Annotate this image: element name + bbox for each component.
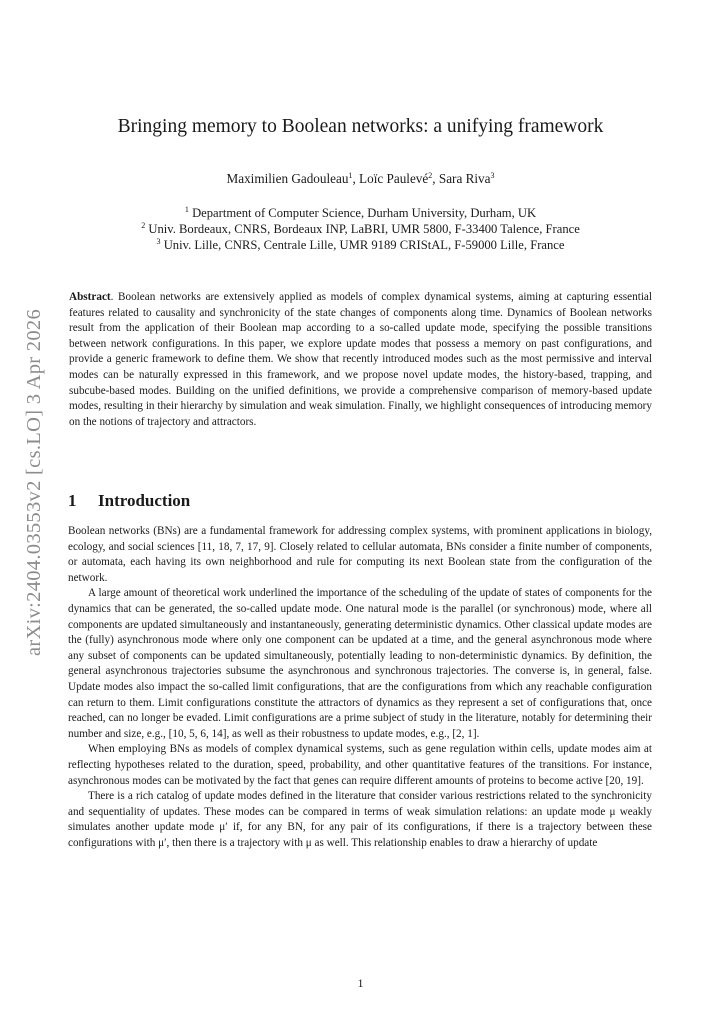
page-number: 1 (357, 976, 364, 990)
affiliation-mark: 2 (141, 221, 146, 231)
affiliation (0, 221, 721, 237)
section-heading (68, 491, 190, 511)
affiliation-text: Univ. Bordeaux, CNRS, Bordeaux INP, LaBRI, UMR 5800, F-33400 Talence, France (148, 222, 580, 237)
section-number: 1 (68, 491, 77, 510)
author-affil-mark: 3 (490, 171, 495, 180)
section-title: Introduction (98, 491, 191, 510)
author-name: Sara Riva (438, 171, 491, 186)
affiliation-mark: 1 (184, 205, 189, 214)
author-affil-mark: 1 (348, 171, 353, 180)
affiliation (0, 205, 721, 221)
arxiv-identifier-stamp (20, 300, 50, 665)
author-name: Maximilien Gadouleau (226, 171, 349, 186)
abstract-text: Boolean networks are extensively applied as models of complex dynamical systems, aiming at capturing essential features related to causality and synchronicity of the state changes of components along time. Dynamics of Boolean networks result from the application of their Boolean map according to a so-called update mode, specifying the possible transitions between network configurations. In this paper, we explore update modes that possess a memory on past configurations, and provide a generic framework to define them. We show that recently introduced modes such as the most permissive and interval modes can be naturally expressed in this framework, and we propose novel update modes, the history-based, trapping, and subcube-based modes. Building on the unified definitions, we provide a comprehensive comparison of memory-based update modes, resulting in their hierarchy by simulation and weak simulation. Finally, we highlight consequences of introducing memory on the notions of trajectory and attractors. (69, 291, 652, 428)
abstract: Abstract. Boolean networks are extensively applied as models of complex dynamical systems, aiming at capturing essential features related to causality and synchronicity of the state changes of components along time. Dynamics of Boolean networks result from the application of their Boolean map according to a so-called update mode, specifying the possible transitions between network configurations. In this paper, we explore update modes that possess a memory on past configurations, and provide a generic framework to define them. We show that recently introduced modes such as the most permissive and interval modes can be naturally expressed in this framework, and we propose novel update modes, the history-based, trapping, and subcube-based modes. Building on the unified definitions, we provide a comprehensive comparison of memory-based update modes, resulting in their hierarchy by simulation and weak simulation. Finally, we highlight consequences of introducing memory on the notions of trajectory and attractors. (69, 291, 652, 428)
affiliation (0, 237, 721, 253)
author-list: Maximilien Gadouleau$^1$, Loïc Paulevé$^2$, Sara Riva$^3$ (226, 171, 495, 186)
paper-title: Bringing memory to Boolean networks: a unifying framework (117, 116, 604, 137)
affiliation-text: Univ. Lille, CNRS, Centrale Lille, UMR 9189 CRIStAL, F-59000 Lille, France (163, 238, 565, 253)
author-affil-mark: 2 (428, 171, 433, 180)
affiliation-list (0, 205, 721, 254)
affiliation-mark: 3 (156, 237, 161, 247)
body-paragraph: A large amount of theoretical work underlined the importance of the scheduling of the update of states of components for the dynamics that can be generated, the so-called update mode. One natural mode is the parallel (or synchronous) mode, where all components are updated simultaneously and instantaneously, generating deterministic dynamics. Other classical update modes are the (fully) asynchronous mode where only one component can be updated at a time, and the general asynchronous mode where any subset of components can be updated simultaneously, potentially leading to non-deterministic dynamics. By definition, the general asynchronous trajectories subsume the asynchronous and synchronous trajectories. The converse is, in general, false. Update modes also impact the so-called limit configurations, that are the configurations from which any reachable configuration can return to them. Limit configurations constitute the attractors of dynamics as they represent a set of configurations that, once reached, can no longer be evaded. Limit configurations are a prime subject of study in the literature, notably for determining their number and size, e.g., [10, 5, 6, 14], as well as their robustness to update modes, e.g., [2, 1]. (68, 587, 652, 740)
affiliation-text: Department of Computer Science, Durham University, Durham, UK (192, 206, 537, 220)
abstract-label: Abstract (69, 291, 111, 303)
body-paragraph: When employing BNs as models of complex dynamical systems, such as gene regulation within cells, update modes aim at reflecting hypotheses related to the duration, speed, probability, and other quantitative features of the transitions. For instance, asynchronous modes can be motivated by the fact that genes can require different amounts of proteins to become active [20, 19]. (68, 743, 652, 787)
arxiv-stamp-text: arXiv:2404.03553v2 [cs.LO] 3 Apr 2026 (23, 308, 46, 657)
body-paragraph: There is a rich catalog of update modes defined in the literature that consider various restrictions related to the synchronicity and sequentiality of updates. These modes can be compared in terms of weak simulation relations: an update mode μ weakly simulates another update mode μ′ if, for any BN, for any pair of its configurations, if there is a trajectory between these configurations with μ′, then there is a trajectory with μ as well. This relationship enables to draw a hierarchy of update (68, 790, 652, 849)
author-name: Loïc Paulevé (359, 171, 429, 186)
body-paragraph: Boolean networks (BNs) are a fundamental framework for addressing complex systems, with prominent applications in biology, ecology, and social sciences [11, 18, 7, 17, 9]. Closely related to cellular automata, BNs consider a finite number of components, or automata, each having its own neighborhood and rule for computing its next Boolean state from the configuration of the network. (68, 525, 652, 584)
section-body (68, 524, 652, 851)
